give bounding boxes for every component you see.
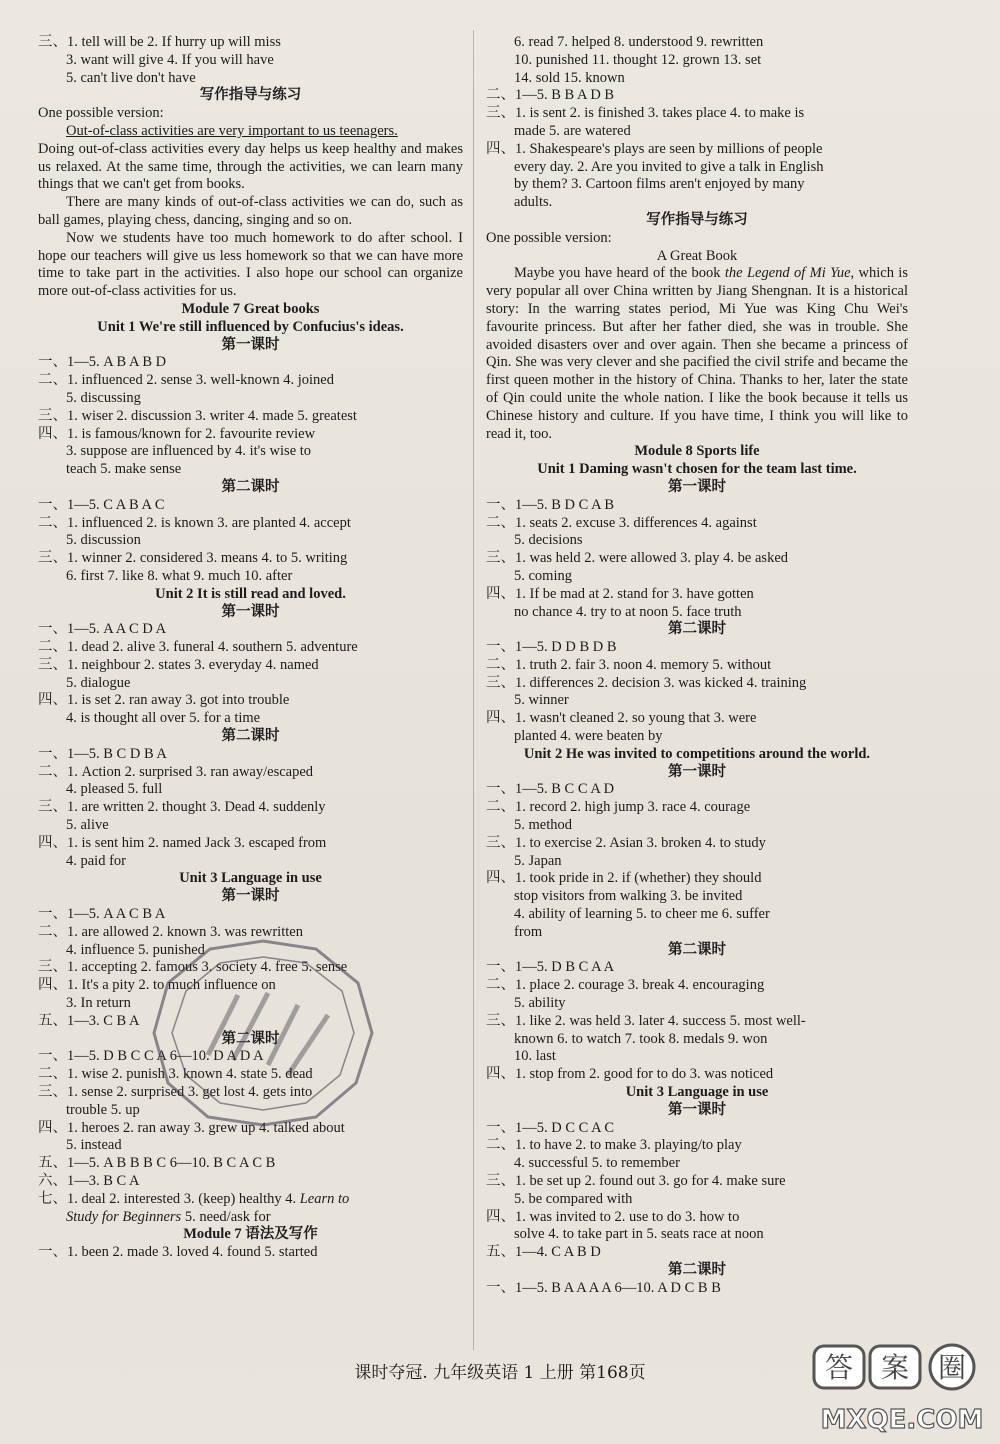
answer-line: 三、1. like 2. was held 3. later 4. success 5. most well- <box>486 1012 806 1029</box>
answer-line: 3. want will give 4. If you will have <box>66 51 274 68</box>
section-heading: 第二课时 <box>668 941 726 958</box>
section-heading: 第二课时 <box>668 621 726 638</box>
answer-line: 三、1. are written 2. thought 3. Dead 4. suddenly <box>38 799 326 816</box>
page-footer: 课时夺冠. 九年级英语 1 上册 第168页 <box>354 1363 646 1383</box>
answer-line: made 5. are watered <box>514 122 631 139</box>
answer-line: 一、1—5. D B C C A 6—10. D A D A <box>38 1048 264 1065</box>
section-heading: 第一课时 <box>221 336 280 353</box>
answer-line: 五、1—3. C B A <box>38 1012 140 1029</box>
answer-line: 4. is thought all over 5. for a time <box>66 710 261 727</box>
logo-domain: MXQE.COM <box>820 1405 984 1435</box>
answer-line: 三、1. tell will be 2. If hurry up will miss <box>38 34 281 50</box>
answer-line: 二、1. influenced 2. sense 3. well-known 4. joined <box>38 372 334 389</box>
book-title-italic: the Legend of Mi Yue <box>724 265 851 282</box>
answer-line: 四、1. heroes 2. ran away 3. grew up 4. talked about <box>38 1119 345 1136</box>
answer-line: stop visitors from walking 3. be invited <box>514 888 743 905</box>
answer-line: 三、1. differences 2. decision 3. was kicked 4. training <box>486 674 807 691</box>
answer-line: 二、1. are allowed 2. known 3. was rewritten <box>38 923 303 940</box>
answer-line: 一、1—5. A A C D A <box>38 621 167 638</box>
section-heading: Unit 1 Daming wasn't chosen for the team last time. <box>537 461 857 478</box>
section-heading: Unit 2 It is still read and loved. <box>155 585 346 602</box>
answer-line: 一、1—5. C A B A C <box>38 496 165 513</box>
answer-line: 四、1. It's a pity 2. to much influence on <box>38 977 276 994</box>
essay-paragraph: There are many kinds of out-of-class activities we can do, such as ball games, playing chess, dancing, singing and so on. <box>38 194 463 228</box>
answer-line: solve 4. to take part in 5. seats race at noon <box>514 1226 764 1243</box>
section-heading: Unit 3 Language in use <box>179 870 322 887</box>
answer-line: 5. discussing <box>66 389 141 406</box>
answer-line: 一、1—5. B C D B A <box>38 745 167 762</box>
answer-line: 三、1. is sent 2. is finished 3. takes place 4. to make is <box>486 105 805 122</box>
essay-paragraph <box>38 123 463 141</box>
section-heading: Unit 3 Language in use <box>625 1084 769 1101</box>
logo-char-3: 圈 <box>937 1351 967 1384</box>
answer-line: 四、1. stop from 2. good for to do 3. was noticed <box>486 1066 774 1083</box>
logo-char-1: 答 <box>824 1351 854 1384</box>
answer-line: 一、1—5. D D B D B <box>486 639 617 656</box>
answer-line: 一、1—5. B D C A B <box>486 496 615 513</box>
answer-line: 一、1—5. B A A A A 6—10. A D C B B <box>486 1279 721 1296</box>
answer-line: 5. winner <box>514 692 569 709</box>
book-title-italic: Learn to <box>299 1190 350 1207</box>
answer-line: 14. sold 15. known <box>514 69 625 86</box>
answer-line: every day. 2. Are you invited to give a talk in English <box>514 158 824 175</box>
answer-line: 3. suppose are influenced by 4. it's wise to <box>66 443 312 460</box>
section-heading: 第二课时 <box>221 478 280 495</box>
answer-text: 七、1. deal 2. interested 3. (keep) healthy 4. <box>38 1190 300 1207</box>
answer-line: 二、1. dead 2. alive 3. funeral 4. southern 5. adventure <box>38 639 358 656</box>
answer-line: 二、1. record 2. high jump 3. race 4. courage <box>486 799 751 816</box>
answer-line: 5. method <box>514 817 572 834</box>
answer-line: 一、1—5. A B A B D <box>38 354 167 371</box>
answer-line: 五、1—5. A B B B C 6—10. B C A C B <box>38 1155 276 1172</box>
answer-line: 三、1. to exercise 2. Asian 3. broken 4. to study <box>486 834 766 851</box>
underlined-topic-sentence: Out-of-class activities are very important to us teenagers. <box>66 122 398 139</box>
section-heading: 第一课时 <box>221 603 280 620</box>
answer-line: 4. ability of learning 5. to cheer me 6. suffer <box>514 906 770 923</box>
essay-text: , which is very popular all over China written by Jiang Shengnan. It is a historical story: In the warring states period, Mi Yue was King Chu Wei's favourite princess. But after her father died, she was in trouble. She avoided disasters over and over again. Then she became a princess of Qin. She was very clever and she pacified the civil strife and became the first queen mother in the history of China. Thanks to her, later the state of Qin could unite the whole nation. I like the book because it tells us Chinese history and culture. If you have time, I think you will like to read it, too. <box>486 265 908 442</box>
answer-line: 5. discussion <box>66 532 141 549</box>
logo-char-2: 案 <box>880 1351 910 1384</box>
section-heading: 写作指导与练习 <box>199 87 302 104</box>
answer-line: 5. ability <box>514 995 566 1012</box>
book-title-italic: Study for Beginners <box>66 1208 182 1225</box>
section-heading: 写作指导与练习 <box>646 211 748 228</box>
answer-line: 一、1—5. B C C A D <box>486 781 615 798</box>
answer-line: 四、1. If be mad at 2. stand for 3. have gotten <box>486 585 754 602</box>
answer-site-logo <box>812 1340 992 1440</box>
answer-line: One possible version: <box>486 229 612 246</box>
answer-line: no chance 4. try to at noon 5. face truth <box>514 603 742 620</box>
section-heading: 第一课时 <box>668 1101 726 1118</box>
answer-line: 4. paid for <box>66 852 126 869</box>
answer-line: 二、1. influenced 2. is known 3. are planted 4. accept <box>38 514 351 531</box>
answer-line: 二、1. truth 2. fair 3. noon 4. memory 5. without <box>486 656 772 673</box>
answer-line: 4. pleased 5. full <box>66 781 163 798</box>
section-heading: 第一课时 <box>668 478 726 495</box>
answer-text: 5. need/ask for <box>181 1208 271 1225</box>
answer-line: 三、1. neighbour 2. states 3. everyday 4. named <box>38 656 319 673</box>
answer-line: 三、1. accepting 2. famous 3. society 4. free 5. sense <box>38 959 348 976</box>
answer-line: 一、1—5. D B C A A <box>486 959 615 976</box>
answer-line: 三、1. sense 2. surprised 3. get lost 4. gets into <box>38 1084 313 1101</box>
section-heading: 第一课时 <box>668 763 726 780</box>
answer-line: teach 5. make sense <box>66 461 182 478</box>
essay-paragraph: Doing out-of-class activities every day helps us keep healthy and makes us relaxed. At the same time, through the activities, we can learn many things that we can't get from books. <box>38 140 463 193</box>
answer-line: 5. decisions <box>514 532 583 549</box>
answer-line: 5. alive <box>66 817 109 834</box>
answer-line: 4. influence 5. punished <box>66 941 205 958</box>
answer-line: One possible version: <box>38 105 164 122</box>
answer-line <box>38 1209 463 1227</box>
answer-line: planted 4. were beaten by <box>514 728 663 745</box>
answer-line: 三、1. wiser 2. discussion 3. writer 4. made 5. greatest <box>38 407 357 424</box>
answer-line <box>38 1191 463 1209</box>
answer-line: 二、1—5. B B A D B <box>486 87 615 104</box>
answer-line: 四、1. took pride in 2. if (whether) they should <box>486 870 762 887</box>
answer-line: 二、1. Action 2. surprised 3. ran away/escaped <box>38 763 314 780</box>
answer-line: 5. coming <box>514 567 572 584</box>
answer-line: 10. punished 11. thought 12. grown 13. set <box>514 51 762 68</box>
answer-line: known 6. to watch 7. took 8. medals 9. won <box>514 1030 768 1047</box>
answer-line: 一、1—5. D C C A C <box>486 1119 615 1136</box>
answer-line: by them? 3. Cartoon films aren't enjoyed by many <box>514 176 805 193</box>
answer-line: trouble 5. up <box>66 1101 140 1118</box>
answer-line: 四、1. Shakespeare's plays are seen by millions of people <box>486 140 823 157</box>
answer-line: 一、1. been 2. made 3. loved 4. found 5. started <box>38 1244 318 1261</box>
answer-line: 三、1. be set up 2. found out 3. go for 4. make sure <box>486 1173 786 1189</box>
answer-line: 四、1. is set 2. ran away 3. got into trouble <box>38 692 290 709</box>
section-heading: Unit 2 He was invited to competitions around the world. <box>523 745 871 762</box>
section-heading: 第二课时 <box>221 728 280 745</box>
answer-line: 6. first 7. like 8. what 9. much 10. after <box>66 567 293 584</box>
essay-paragraph: Now we students have too much homework to do after school. I hope our teachers will give us less homework so that we can have more time to take part in the activities. I also hope our school can organize more out-of-class activities for us. <box>38 229 463 300</box>
section-heading: Module 7 Great books <box>181 300 320 317</box>
section-heading: 第二课时 <box>221 1030 280 1047</box>
answer-line: 四、1. is famous/known for 2. favourite review <box>38 425 316 442</box>
answer-line: 4. successful 5. to remember <box>514 1155 680 1172</box>
answer-line: 5. Japan <box>514 852 562 869</box>
answer-line: 10. last <box>514 1048 556 1065</box>
answer-line: 5. dialogue <box>66 674 131 691</box>
answer-line: 5. can't live don't have <box>66 69 196 86</box>
answer-line: 6. read 7. helped 8. understood 9. rewritten <box>514 34 764 50</box>
essay-title: A Great Book <box>656 247 738 264</box>
answer-line: 五、1—4. C A B D <box>486 1244 601 1261</box>
section-heading: Unit 1 We're still influenced by Confucius's ideas. <box>97 318 404 335</box>
column-divider <box>473 30 474 1350</box>
ink-stamp-seal <box>148 935 378 1130</box>
answer-line: 三、1. winner 2. considered 3. means 4. to 5. writing <box>38 550 348 567</box>
answer-line: 二、1. place 2. courage 3. break 4. encouraging <box>486 977 765 994</box>
answer-line: 六、1—3. B C A <box>38 1173 140 1189</box>
answer-line: 5. be compared with <box>514 1190 633 1207</box>
essay-paragraph <box>486 265 908 443</box>
section-heading: Module 7 语法及写作 <box>183 1226 318 1243</box>
answer-line: 二、1. seats 2. excuse 3. differences 4. against <box>486 514 757 531</box>
answer-line: 二、1. to have 2. to make 3. playing/to play <box>486 1137 742 1154</box>
section-heading: 第二课时 <box>668 1261 726 1278</box>
answer-line: 三、1. was held 2. were allowed 3. play 4. be asked <box>486 550 789 567</box>
section-heading: 第一课时 <box>221 888 280 905</box>
answer-line: 一、1—5. A A C B A <box>38 906 166 923</box>
answer-line: 四、1. wasn't cleaned 2. so young that 3. were <box>486 710 757 727</box>
answer-line: from <box>514 923 543 940</box>
answer-line: adults. <box>514 194 553 211</box>
answer-line: 二、1. wise 2. punish 3. known 4. state 5. dead <box>38 1066 313 1083</box>
answer-line: 5. instead <box>66 1137 122 1154</box>
essay-text: Maybe you have heard of the book <box>514 265 725 282</box>
section-heading: Module 8 Sports life <box>634 443 760 460</box>
answer-line: 四、1. is sent him 2. named Jack 3. escaped from <box>38 834 327 851</box>
answer-line: 3. In return <box>66 995 131 1012</box>
right-column <box>486 34 908 1298</box>
answer-line: 四、1. was invited to 2. use to do 3. how to <box>486 1208 740 1225</box>
